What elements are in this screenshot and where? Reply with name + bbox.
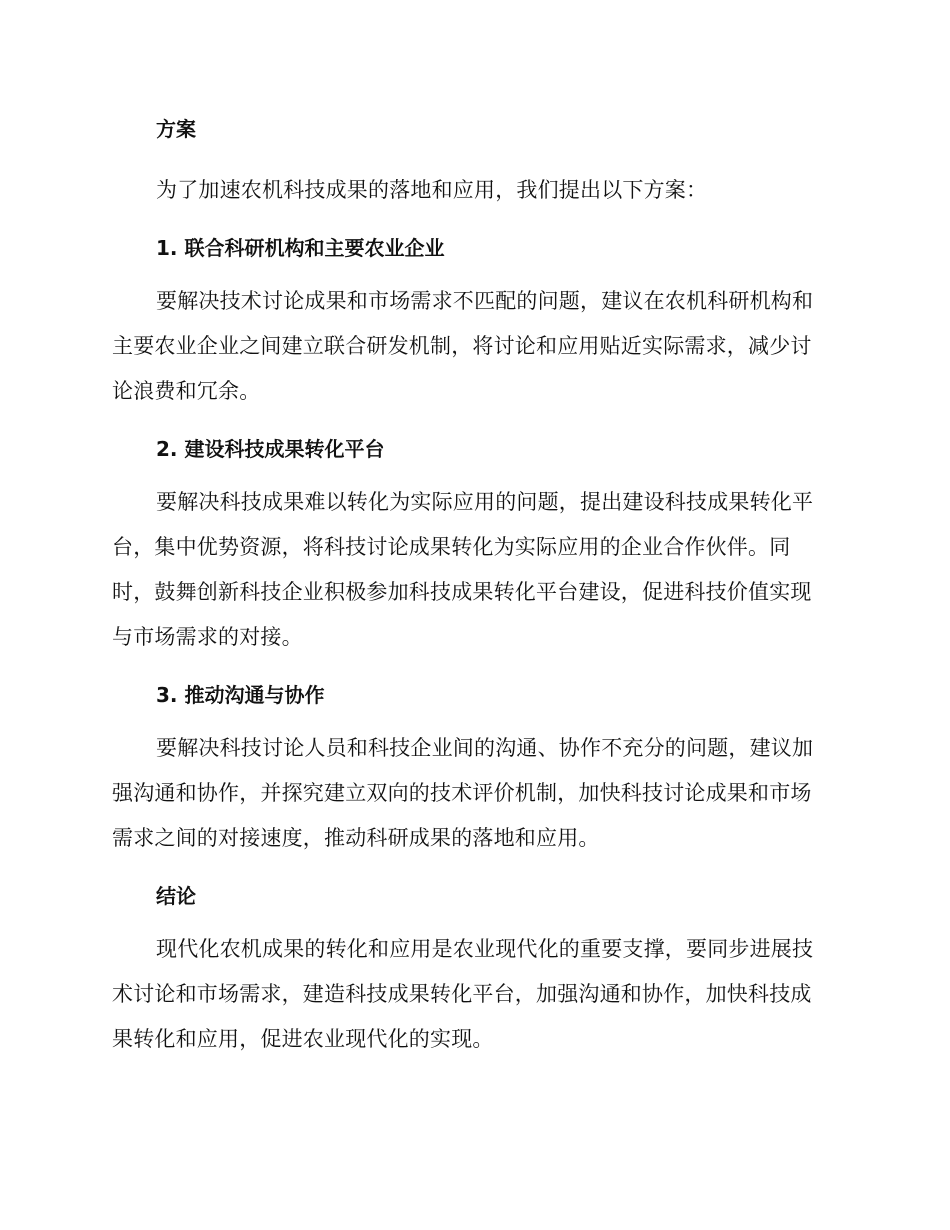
item-1-heading: 1. 联合科研机构和主要农业企业	[156, 236, 445, 260]
item-2-body: 要解决科技成果难以转化为实际应用的问题，提出建设科技成果转化平台，集中优势资源，将科技讨论成果转化为实际应用的企业合作伙伴。同时，鼓舞创新科技企业积极参加科技成果转化平台建设，促进科技价值实现与市场需求的对接。	[112, 490, 814, 649]
item-1-body: 要解决技术讨论成果和市场需求不匹配的问题，建议在农机科研机构和主要农业企业之间建立联合研发机制，将讨论和应用贴近实际需求，减少讨论浪费和冗余。	[112, 289, 814, 403]
item-2-heading: 2. 建设科技成果转化平台	[156, 437, 385, 461]
item-3-body: 要解决科技讨论人员和科技企业间的沟通、协作不充分的问题，建议加强沟通和协作，并探究建立双向的技术评价机制，加快科技讨论成果和市场需求之间的对接速度，推动科研成果的落地和应用。	[112, 736, 814, 850]
section-title: 方案	[156, 117, 196, 141]
document-page	[112, 112, 832, 1062]
conclusion-paragraph: 现代化农机成果的转化和应用是农业现代化的重要支撑，要同步进展技术讨论和市场需求，建造科技成果转化平台，加强沟通和协作，加快科技成果转化和应用，促进农业现代化的实现。	[112, 937, 814, 1051]
item-3-heading: 3. 推动沟通与协作	[156, 683, 325, 707]
conclusion-title: 结论	[156, 884, 196, 908]
intro-paragraph: 为了加速农机科技成果的落地和应用，我们提出以下方案：	[156, 178, 708, 202]
